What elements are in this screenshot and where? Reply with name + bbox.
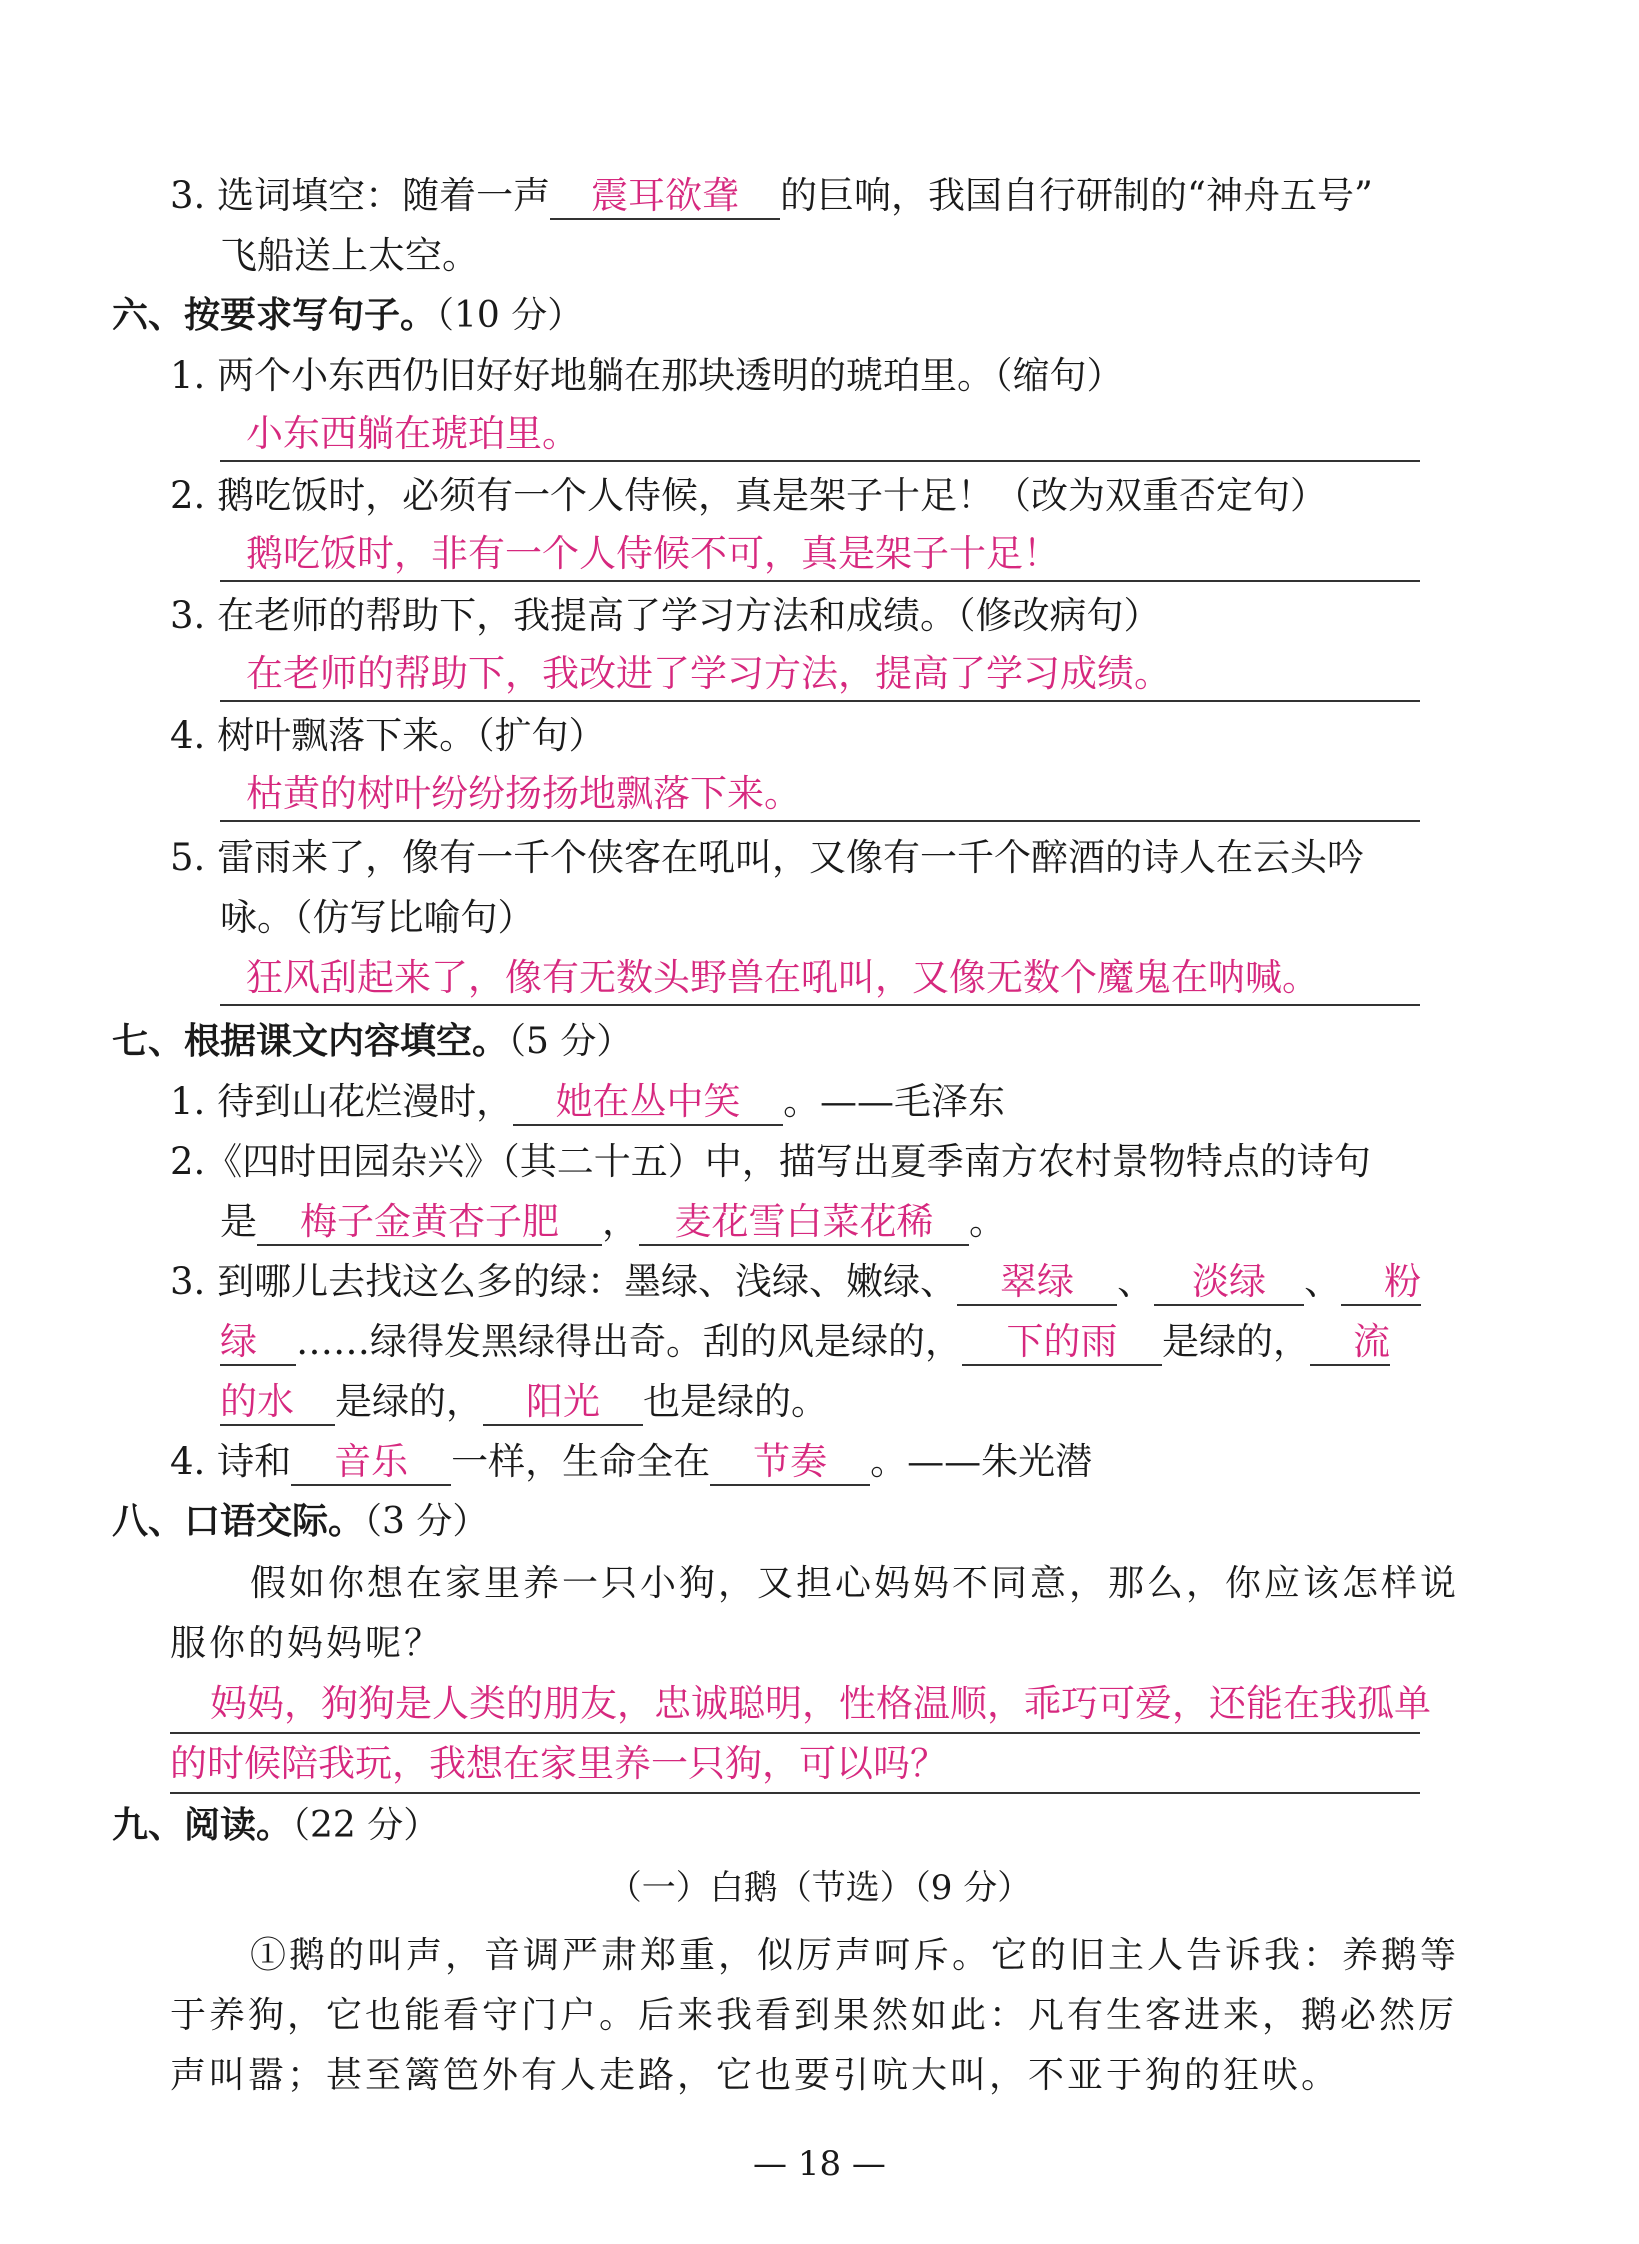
- s7-q3-answer1: 翠绿: [957, 1260, 1117, 1306]
- s7-q4: [170, 1436, 1092, 1488]
- s7-q2-answer2: 麦花雪白菜花稀: [639, 1200, 969, 1246]
- s6-q2-answer-line: [220, 528, 1420, 582]
- passage-line2: 于养狗，它也能看守门户。后来我看到果然如此：凡有生客进来，鹅必然厉: [170, 1995, 1458, 2036]
- passage-line3: 声叫嚣；甚至篱笆外有人走路，它也要引吭大叫，不亚于狗的狂吠。: [170, 2055, 1341, 2096]
- s7-q3-answer5b: 的水: [220, 1380, 335, 1426]
- section7-heading: [112, 1016, 632, 1068]
- s6-q5-prompt2: 咏。（仿写比喻句）: [220, 896, 535, 939]
- section8-points: （3 分）: [364, 1501, 489, 1542]
- s7-q4-suffix: 。——朱光潜: [870, 1440, 1093, 1483]
- s6-q4-answer: 枯黄的树叶纷纷扬扬地飘落下来。: [246, 772, 801, 815]
- passage-points: （9 分）: [913, 1868, 1032, 1908]
- section8-title: 八、口语交际。: [112, 1501, 365, 1542]
- s8-prompt-line2: 服你的妈妈呢？: [170, 1623, 444, 1664]
- s6-q3-answer: 在老师的帮助下，我改进了学习方法，提高了学习成绩。: [246, 652, 1171, 695]
- s7-q4-answer1: 音乐: [291, 1440, 451, 1486]
- s6-q2-prompt: 2. 鹅吃饭时，必须有一个人侍候，真是架子十足！（改为双重否定句）: [170, 474, 1328, 517]
- s7-q3-line3: [220, 1376, 828, 1428]
- s7-q3-sep2: 、: [1304, 1260, 1342, 1303]
- s6-q5-answer: 狂风刮起来了，像有无数头野兽在吼叫，又像无数个魔鬼在呐喊。: [246, 956, 1319, 999]
- s7-q3-line1: [170, 1256, 1421, 1308]
- s7-q2-suffix: 。: [969, 1200, 1006, 1243]
- q5-3-answer: 震耳欲聋: [550, 174, 780, 220]
- passage-line1: ①鹅的叫声，音调严肃郑重，似厉声呵斥。它的旧主人告诉我：养鹅等: [250, 1935, 1460, 1976]
- s7-q2-answer1: 梅子金黄杏子肥: [257, 1200, 602, 1246]
- s8-answer-text1: 妈妈，狗狗是人类的朋友，忠诚聪明，性格温顺，乖巧可爱，还能在我孤单: [210, 1682, 1431, 1725]
- s7-q1: [170, 1076, 1005, 1128]
- s8-answer-line1: [170, 1676, 1431, 1734]
- s6-q1-prompt: 1. 两个小东西仍旧好好地躺在那块透明的琥珀里。（缩句）: [170, 354, 1124, 397]
- passage-title: （一）白鹅（节选）: [607, 1868, 914, 1908]
- section7-points: （5 分）: [508, 1021, 633, 1062]
- section6-heading: [112, 290, 583, 342]
- section6-points: （10 分）: [436, 295, 584, 336]
- s6-q1-answer: 小东西躺在琥珀里。: [246, 412, 579, 455]
- section7-title: 七、根据课文内容填空。: [112, 1021, 509, 1062]
- s6-q3-answer-line: [220, 648, 1420, 702]
- q5-3-suffix: 的巨响，我国自行研制的“神舟五号”: [780, 174, 1373, 217]
- q5-3-line2: 飞船送上太空。: [220, 234, 479, 277]
- s7-q3-mid1: ……绿得发黑绿得出奇。刮的风是绿的，: [296, 1320, 962, 1363]
- s7-q3-answer5a: 流: [1310, 1320, 1390, 1366]
- s7-q4-prefix: 4. 诗和: [170, 1440, 292, 1483]
- s7-q3-sep1: 、: [1117, 1260, 1155, 1303]
- s7-q3-answer3a: 粉: [1341, 1260, 1421, 1306]
- q5-3-line1: [170, 170, 1373, 222]
- passage-title-row: [0, 1862, 1639, 1914]
- section8-heading: [112, 1496, 488, 1548]
- s6-q5-prompt: 5. 雷雨来了，像有一千个侠客在吼叫，又像有一千个醉酒的诗人在云头吟: [170, 836, 1365, 879]
- s7-q3-answer6: 阳光: [483, 1380, 643, 1426]
- s8-prompt-line1: 假如你想在家里养一只小狗，又担心妈妈不同意，那么，你应该怎样说: [250, 1563, 1460, 1604]
- s6-q2-answer: 鹅吃饭时，非有一个人侍候不可，真是架子十足！: [246, 532, 1060, 575]
- section6-title: 六、按要求写句子。: [112, 295, 437, 336]
- s7-q2-prefix: 是: [220, 1200, 257, 1243]
- s7-q2-sep: ，: [602, 1200, 639, 1243]
- s7-q4-mid: 一样，生命全在: [451, 1440, 711, 1483]
- section9-points: （22 分）: [292, 1805, 440, 1846]
- s7-q3-answer4: 下的雨: [962, 1320, 1162, 1366]
- s7-q3-answer3b: 绿: [220, 1320, 296, 1366]
- s7-q3-prefix: 3. 到哪儿去找这么多的绿：墨绿、浅绿、嫩绿、: [170, 1260, 958, 1303]
- s7-q3-mid3: 是绿的，: [335, 1380, 483, 1423]
- s7-q3-suffix: 也是绿的。: [643, 1380, 828, 1423]
- s6-q3-prompt: 3. 在老师的帮助下，我提高了学习方法和成绩。（修改病句）: [170, 594, 1161, 637]
- s7-q3-mid2: 是绿的，: [1162, 1320, 1310, 1363]
- s6-q4-answer-line: [220, 768, 1420, 822]
- section9-heading: [112, 1800, 439, 1852]
- s7-q1-prefix: 1. 待到山花烂漫时，: [170, 1080, 514, 1123]
- s6-q4-prompt: 4. 树叶飘落下来。（扩句）: [170, 714, 606, 757]
- s8-answer-text2: 的时候陪我玩，我想在家里养一只狗，可以吗？: [170, 1742, 947, 1785]
- page-number: — 18 —: [753, 2144, 886, 2184]
- s7-q3-line2: [220, 1316, 1390, 1368]
- section9-title: 九、阅读。: [112, 1805, 293, 1846]
- s6-q5-answer-line: [220, 952, 1420, 1006]
- q5-3-prefix: 3. 选词填空：随着一声: [170, 174, 551, 217]
- s7-q3-answer2: 淡绿: [1154, 1260, 1304, 1306]
- s7-q2-line1: 2.《四时田园杂兴》（其二十五）中，描写出夏季南方农村景物特点的诗句: [170, 1140, 1371, 1183]
- s7-q1-suffix: 。——毛泽东: [783, 1080, 1006, 1123]
- s7-q1-answer: 她在丛中笑: [513, 1080, 783, 1126]
- s8-answer-line2: [170, 1736, 1420, 1794]
- s7-q2-line2: [220, 1196, 1006, 1248]
- s6-q1-answer-line: [220, 408, 1420, 462]
- s7-q4-answer2: 节奏: [710, 1440, 870, 1486]
